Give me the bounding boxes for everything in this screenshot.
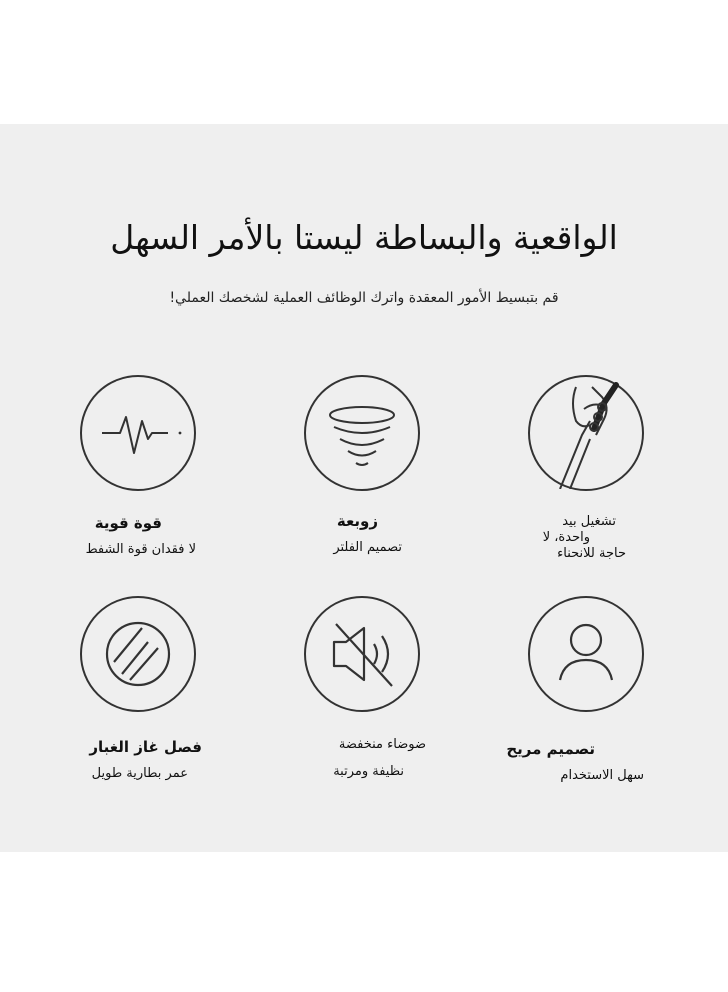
page-title: الواقعية والبساطة ليستا بالأمر السهل xyxy=(110,218,618,257)
mute-speaker-icon xyxy=(304,596,420,712)
feature-desc-one-hand-2: واحدة، لا xyxy=(542,530,590,545)
cyclone-icon xyxy=(304,375,420,491)
feature-title-separation: فصل غاز الغبار xyxy=(89,738,202,756)
feature-title-power: قوة قوية xyxy=(94,514,162,532)
hand-holding-handle-icon xyxy=(528,375,644,491)
feature-title-low-noise: ضوضاء منخفضة xyxy=(338,737,426,752)
pulse-wave-icon xyxy=(80,375,196,491)
page-subtitle: قم بتبسيط الأمور المعقدة واترك الوظائف العملية لشخصك العملي! xyxy=(169,290,559,306)
feature-desc-low-noise: نظيفة ومرتبة xyxy=(333,764,404,779)
feature-desc-one-hand-3: حاجة للانحناء xyxy=(557,546,626,561)
feature-title-cyclone: زوبعة xyxy=(336,512,378,530)
feature-desc-separation: عمر بطارية طويل xyxy=(91,766,188,781)
slashed-circle-icon xyxy=(80,596,196,712)
feature-desc-ergonomic: سهل الاستخدام xyxy=(560,768,644,783)
feature-title-ergonomic: تصميم مريح xyxy=(506,740,595,758)
feature-desc-cyclone: تصميم الفلتر xyxy=(333,540,402,555)
feature-desc-one-hand-1: تشغيل بيد xyxy=(562,514,616,529)
user-icon xyxy=(528,596,644,712)
feature-desc-power: لا فقدان قوة الشفط xyxy=(85,542,196,557)
